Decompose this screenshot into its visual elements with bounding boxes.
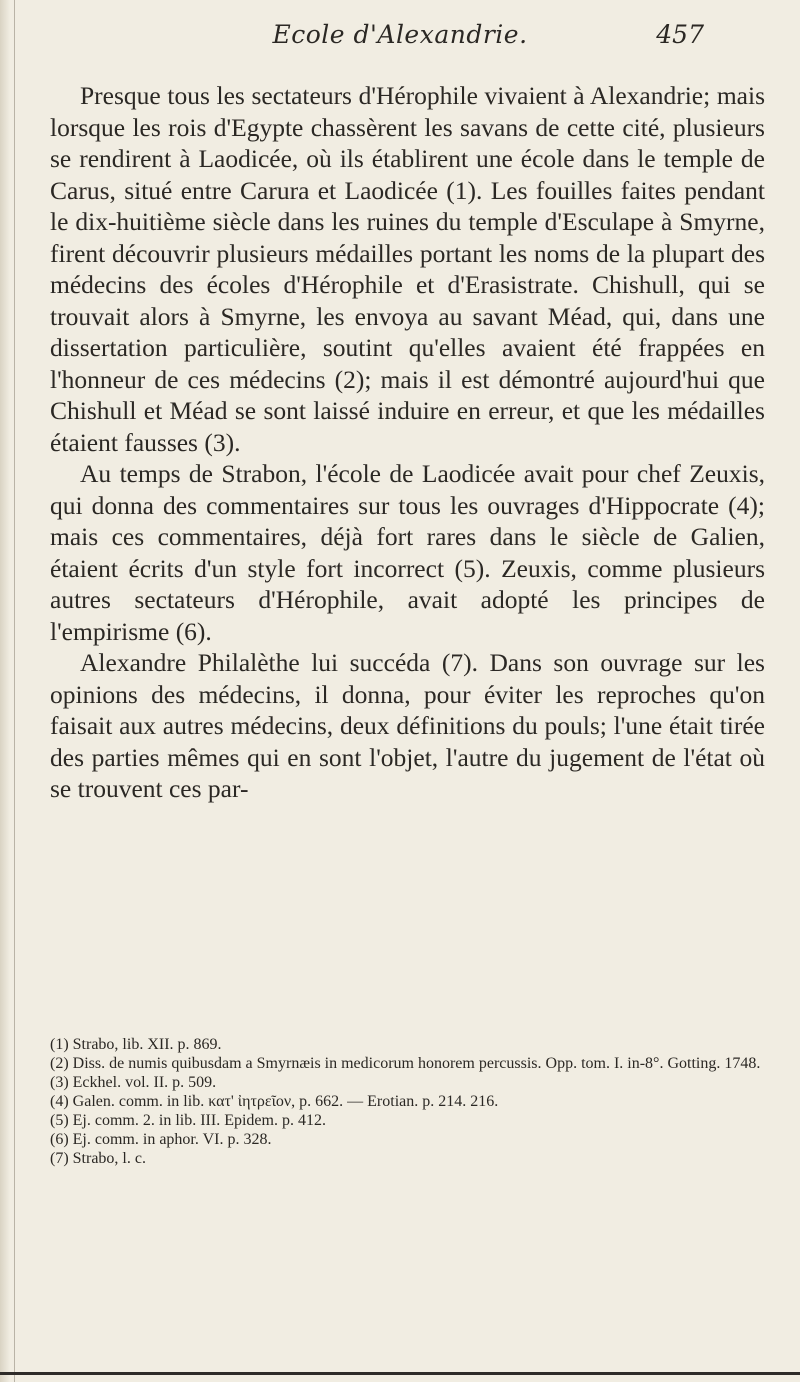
paragraph: Au temps de Strabon, l'école de Laodicée avait pour chef Zeuxis, qui donna des commentaires sur tous les ouvrages d'Hippocrate (4); mais ces commentaires, déjà fort rares dans le siècle de Galien, étaient écrits d'un style fort incorrect (5). Zeuxis, comme plusieurs autres sectateurs d'Hérophile, avait adopté les principes de l'empirisme (6).	[50, 459, 765, 646]
body-text	[50, 80, 765, 805]
footnote: (7) Strabo, l. c.	[50, 1150, 146, 1167]
page-header	[0, 16, 800, 56]
page-number: 457	[656, 20, 704, 49]
footnote: (4) Galen. comm. in lib. κατ' ἰητρεῖον, p. 662. — Erotian. p. 214. 216.	[50, 1093, 499, 1110]
footnote: (3) Eckhel. vol. II. p. 509.	[50, 1074, 217, 1091]
footnote: (1) Strabo, lib. XII. p. 869.	[50, 1036, 222, 1053]
footnote: (2) Diss. de numis quibusdam a Smyrnæis in medicorum honorem percussis. Opp. tom. I. in-8°. Gotting. 1748.	[50, 1055, 761, 1072]
paragraph: Alexandre Philalèthe lui succéda (7). Dans son ouvrage sur les opinions des médecins, il donna, pour éviter les reproches qu'on faisait aux autres médecins, deux définitions du pouls; l'une était tirée des parties mêmes qui en sont l'objet, l'autre du jugement de l'état où se trouvent ces par-	[50, 648, 765, 803]
footnote: (6) Ej. comm. in aphor. VI. p. 328.	[50, 1131, 272, 1148]
footnote: (5) Ej. comm. 2. in lib. III. Epidem. p. 412.	[50, 1112, 326, 1129]
page-gutter-shadow	[0, 0, 10, 1382]
page-left-rule	[14, 0, 15, 1382]
paragraph: Presque tous les sectateurs d'Hérophile vivaient à Alexandrie; mais lorsque les rois d'Egypte chassèrent les savans de cette cité, plusieurs se rendirent à Laodicée, où ils établirent une école dans le temple de Carus, situé entre Carura et Laodicée (1). Les fouilles faites pendant le dix-huitième siècle dans les ruines du temple d'Esculape à Smyrne, firent découvrir plusieurs médailles portant les noms de la plupart des médecins des écoles d'Hérophile et d'Erasistrate. Chishull, qui se trouvait alors à Smyrne, les envoya au savant Méad, qui, dans une dissertation particulière, soutint qu'elles avaient été frappées en l'honneur de ces médecins (2); mais il est démontré aujourd'hui que Chishull et Méad se sont laissé induire en erreur, et que les médailles étaient fausses (3).	[50, 81, 765, 457]
footnotes	[50, 1035, 780, 1168]
page-bottom-rule	[0, 1372, 800, 1375]
running-title: Ecole d'Alexandrie.	[272, 20, 528, 49]
